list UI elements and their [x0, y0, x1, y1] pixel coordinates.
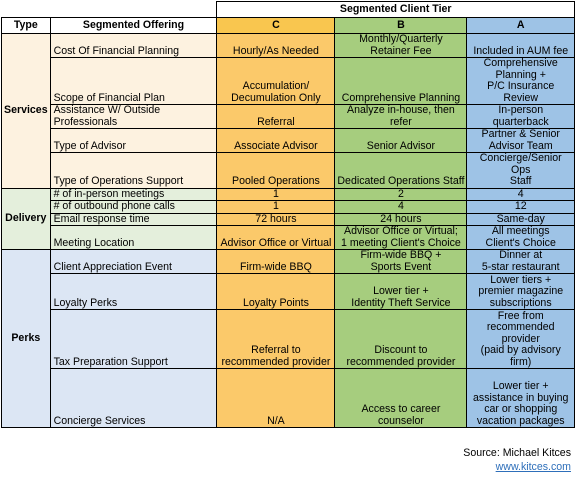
tier-comparison-table — [1, 1, 575, 428]
offering-cell: Assistance W/ Outside Professionals — [50, 105, 217, 129]
tier-a-cell: In-person quarterback — [467, 105, 575, 129]
section-type-services: Services — [2, 34, 51, 189]
table-row — [2, 213, 575, 226]
tier-c-cell: Pooled Operations — [217, 153, 335, 189]
tier-group-header: Segmented Client Tier — [217, 2, 575, 18]
tier-a-cell: Same-day — [467, 213, 575, 226]
tier-b-cell: 2 — [335, 188, 467, 201]
tier-b-cell: Monthly/Quarterly Retainer Fee — [335, 34, 467, 58]
table-row — [2, 153, 575, 189]
tier-c-cell: 1 — [217, 188, 335, 201]
tier-b-cell: Advisor Office or Virtual; 1 meeting Client's Choice — [335, 226, 467, 250]
tier-a-cell: All meetings Client's Choice — [467, 226, 575, 250]
offering-cell: Concierge Services — [50, 369, 217, 428]
tier-b-cell: Dedicated Operations Staff — [335, 153, 467, 189]
tier-a-cell: 4 — [467, 188, 575, 201]
header-spacer — [2, 2, 217, 18]
tier-a-cell: 12 — [467, 201, 575, 214]
table-row — [2, 129, 575, 153]
offering-cell: Meeting Location — [50, 226, 217, 250]
section-type-delivery: Delivery — [2, 188, 51, 250]
offering-cell: Tax Preparation Support — [50, 310, 217, 369]
tier-b-cell: Lower tier + Identity Theft Service — [335, 274, 467, 310]
source-link[interactable]: www.kitces.com — [495, 461, 571, 473]
offering-cell: Loyalty Perks — [50, 274, 217, 310]
table-row — [2, 369, 575, 428]
table-row — [2, 58, 575, 105]
offering-cell: Scope of Financial Plan — [50, 58, 217, 105]
tier-a-cell: Comprehensive Planning + P/C Insurance Review — [467, 58, 575, 105]
table-row — [2, 34, 575, 58]
table-row — [2, 226, 575, 250]
tier-c-cell: Referral — [217, 105, 335, 129]
tier-a-cell: Lower tiers + premier magazine subscriptions — [467, 274, 575, 310]
tier-c-cell: Accumulation/ Decumulation Only — [217, 58, 335, 105]
tier-a-cell: Concierge/Senior Ops Staff — [467, 153, 575, 189]
offering-cell: Type of Advisor — [50, 129, 217, 153]
tier-c-cell: Loyalty Points — [217, 274, 335, 310]
offering-cell: Type of Operations Support — [50, 153, 217, 189]
tier-a-cell: Lower tier + assistance in buying car or shopping vacation packages — [467, 369, 575, 428]
source-credit — [463, 446, 571, 474]
tier-c-cell: Associate Advisor — [217, 129, 335, 153]
tier-b-header: B — [335, 18, 467, 34]
tier-c-cell: N/A — [217, 369, 335, 428]
table-row — [2, 105, 575, 129]
offering-cell: Cost Of Financial Planning — [50, 34, 217, 58]
tier-c-cell: Advisor Office or Virtual — [217, 226, 335, 250]
table-body — [2, 34, 575, 428]
offering-cell: # of in-person meetings — [50, 188, 217, 201]
table-row — [2, 188, 575, 201]
tier-c-cell: 1 — [217, 201, 335, 214]
offering-column-header: Segmented Offering — [50, 18, 217, 34]
tier-c-cell: Referral to recommended provider — [217, 310, 335, 369]
tier-a-cell: Free from recommended provider (paid by advisory firm) — [467, 310, 575, 369]
tier-a-header: A — [467, 18, 575, 34]
tier-c-cell: Firm-wide BBQ — [217, 250, 335, 274]
tier-c-cell: Hourly/As Needed — [217, 34, 335, 58]
tier-b-cell: Analyze in-house, then refer — [335, 105, 467, 129]
tier-a-cell: Partner & Senior Advisor Team — [467, 129, 575, 153]
table-row — [2, 250, 575, 274]
tier-c-header: C — [217, 18, 335, 34]
tier-a-cell: Included in AUM fee — [467, 34, 575, 58]
type-column-header: Type — [2, 18, 51, 34]
table-row — [2, 201, 575, 214]
table-row — [2, 274, 575, 310]
tier-a-cell: Dinner at 5-star restaurant — [467, 250, 575, 274]
table-row — [2, 310, 575, 369]
offering-cell: # of outbound phone calls — [50, 201, 217, 214]
tier-b-cell: Comprehensive Planning — [335, 58, 467, 105]
tier-b-cell: Access to career counselor — [335, 369, 467, 428]
tier-b-cell: Discount to recommended provider — [335, 310, 467, 369]
tier-b-cell: 24 hours — [335, 213, 467, 226]
tier-b-cell: Senior Advisor — [335, 129, 467, 153]
section-type-perks: Perks — [2, 250, 51, 428]
offering-cell: Client Appreciation Event — [50, 250, 217, 274]
source-text: Source: Michael Kitces — [463, 447, 571, 459]
tier-c-cell: 72 hours — [217, 213, 335, 226]
tier-b-cell: Firm-wide BBQ + Sports Event — [335, 250, 467, 274]
tier-b-cell: 4 — [335, 201, 467, 214]
offering-cell: Email response time — [50, 213, 217, 226]
